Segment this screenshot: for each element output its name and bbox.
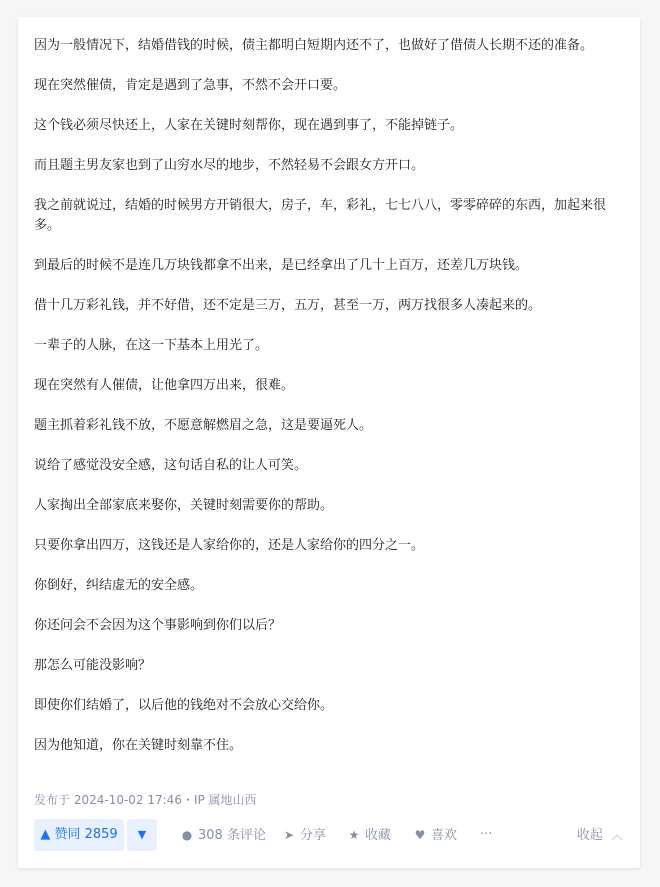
paragraph: 到最后的时候不是连几万块钱都拿不出来，是已经拿出了几十上百万，还差几万块钱。 bbox=[34, 258, 529, 273]
answer-card bbox=[18, 17, 640, 868]
paragraph: 人家掏出全部家底来娶你，关键时刻需要你的帮助。 bbox=[34, 498, 334, 513]
publish-time: 发布于 2024-10-02 17:46・IP 属地山西 bbox=[34, 793, 257, 807]
paragraph: 现在突然催债，肯定是遇到了急事，不然不会开口要。 bbox=[34, 78, 347, 93]
more-button[interactable]: ··· bbox=[480, 827, 493, 842]
paragraph: 一辈子的人脉，在这一下基本上用光了。 bbox=[34, 338, 269, 353]
collapse-label: 收起 bbox=[576, 828, 603, 843]
heart-icon: ♥ bbox=[414, 828, 426, 842]
downvote-button[interactable]: ▼ bbox=[127, 819, 157, 851]
answer-content bbox=[34, 36, 624, 776]
like-label: 喜欢 bbox=[431, 828, 458, 843]
collapse-button[interactable] bbox=[577, 819, 624, 851]
paragraph: 说给了感觉没安全感，这句话自私的让人可笑。 bbox=[34, 458, 308, 473]
paragraph: 题主抓着彩礼钱不放，不愿意解燃眉之急，这是要逼死人。 bbox=[34, 418, 373, 433]
paragraph: 这个钱必须尽快还上，人家在关键时刻帮你，现在遇到事了，不能掉链子。 bbox=[34, 118, 464, 133]
comment-icon: ● bbox=[181, 828, 193, 842]
paragraph: 现在突然有人催债，让他拿四万出来，很难。 bbox=[34, 378, 295, 393]
chevron-up-icon: ︿ bbox=[610, 828, 623, 842]
paragraph: 那怎么可能没影响？ bbox=[34, 658, 152, 673]
paragraph: 而且题主男友家也到了山穷水尽的地步，不然轻易不会跟女方开口。 bbox=[34, 158, 425, 173]
comment-button[interactable] bbox=[180, 819, 266, 851]
favorite-button[interactable] bbox=[347, 819, 391, 851]
paragraph: 即使你们结婚了，以后他的钱绝对不会放心交给你。 bbox=[34, 698, 334, 713]
action-bar bbox=[34, 819, 624, 851]
paragraph: 你还问会不会因为这个事影响到你们以后？ bbox=[34, 618, 282, 633]
share-button[interactable] bbox=[282, 819, 326, 851]
paragraph: 因为他知道，你在关键时刻靠不住。 bbox=[34, 738, 243, 753]
share-icon: ➤ bbox=[283, 828, 295, 842]
favorite-label: 收藏 bbox=[365, 828, 392, 843]
paragraph: 借十几万彩礼钱，并不好借，还不定是三万，五万，甚至一万，两万找很多人凑起来的。 bbox=[34, 298, 542, 313]
paragraph: 只要你拿出四万，这钱还是人家给你的，还是人家给你的四分之一。 bbox=[34, 538, 425, 553]
paragraph: 因为一般情况下，结婚借钱的时候，债主都明白短期内还不了，也做好了借债人长期不还的准备。 bbox=[34, 38, 594, 53]
share-label: 分享 bbox=[300, 828, 327, 843]
paragraph: 你倒好，纠结虚无的安全感。 bbox=[34, 578, 204, 593]
star-icon: ★ bbox=[348, 828, 360, 842]
paragraph: 我之前就说过，结婚的时候男方开销很大，房子，车，彩礼，七七八八，零零碎碎的东西，加起来很多。 bbox=[34, 198, 607, 233]
upvote-button[interactable]: ▲ 赞同 2859 bbox=[34, 819, 124, 851]
like-button[interactable] bbox=[413, 819, 457, 851]
comment-label: 308 条评论 bbox=[198, 828, 266, 843]
